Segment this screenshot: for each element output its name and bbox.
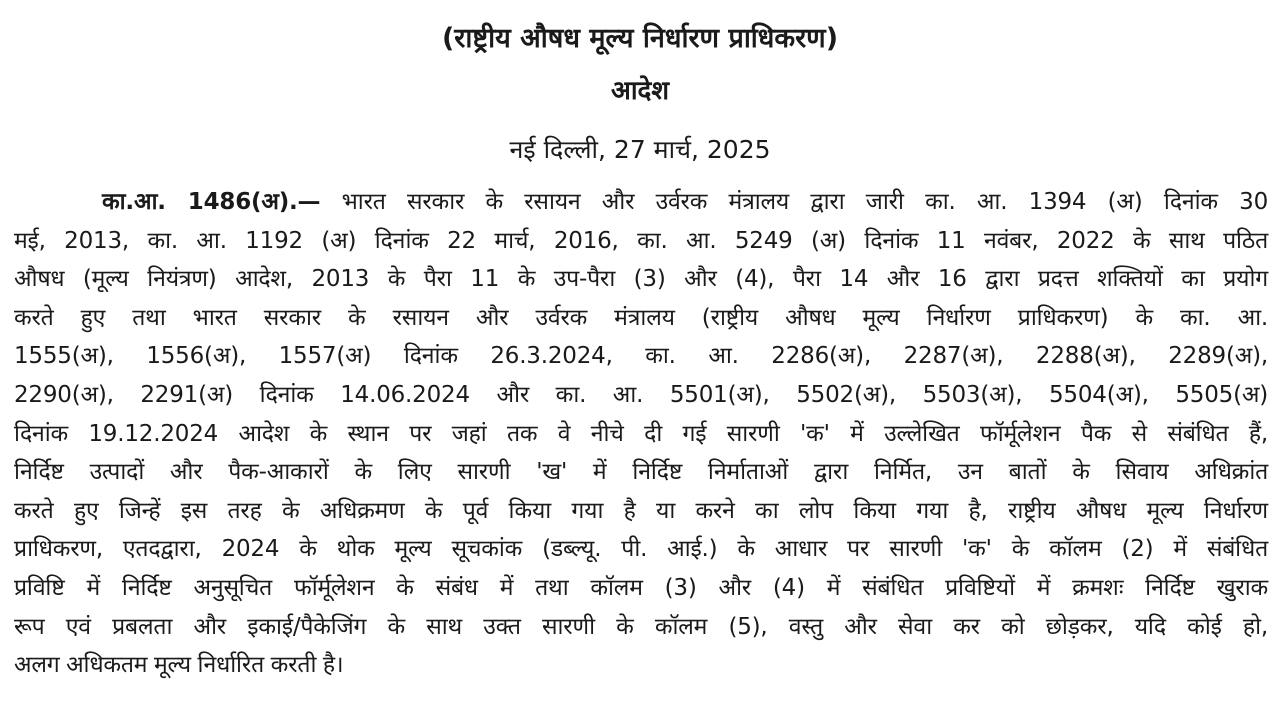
body-line-11: प्रविष्टि में निर्दिष्ट अनुसूचित फॉर्मूलेशन के संबंध में तथा कॉलम (3) और (4) में संबंधित प्रविष्टियों में क्रमशः निर्दिष्ट खुराक xyxy=(14,574,1268,601)
body-line-13: अलग अधिकतम मूल्य निर्धारित करती है। xyxy=(14,652,344,679)
order-reference-number: का.आ. 1486(अ).— xyxy=(102,189,321,215)
body-line-1 xyxy=(14,183,1268,222)
body-line-12: रूप एवं प्रबलता और इकाई/पैकेजिंग के साथ उक्त सारणी के कॉलम (5), वस्तु और सेवा कर को छोड़कर, यदि कोई हो, xyxy=(14,613,1268,640)
order-body xyxy=(14,183,1268,685)
body-line-4: करते हुए तथा भारत सरकार के रसायन और उर्वरक मंत्रालय (राष्ट्रीय औषध मूल्य निर्धारण प्राधिकरण) के का. आ. xyxy=(14,304,1268,331)
body-line-3: औषध (मूल्य नियंत्रण) आदेश, 2013 के पैरा 11 के उप-पैरा (3) और (4), पैरा 14 और 16 द्वारा प्रदत्त शक्तियों का प्रयोग xyxy=(14,266,1268,293)
body-line-5: 1555(अ), 1556(अ), 1557(अ) दिनांक 26.3.2024, का. आ. 2286(अ), 2287(अ), 2288(अ), 2289(अ), xyxy=(14,343,1268,370)
order-title: आदेश xyxy=(610,76,670,106)
body-line-1-text: भारत सरकार के रसायन और उर्वरक मंत्रालय द्वारा जारी का. आ. 1394 (अ) दिनांक 30 xyxy=(320,189,1268,215)
authority-heading: (राष्ट्रीय औषध मूल्य निर्धारण प्राधिकरण) xyxy=(441,23,839,54)
dateline: नई दिल्ली, 27 मार्च, 2025 xyxy=(509,135,771,164)
body-line-9: करते हुए जिन्हें इस तरह के अधिक्रमण के पूर्व किया गया है या करने का लोप किया गया है, राष्ट्रीय औषध मूल्य निर्धारण xyxy=(14,497,1268,524)
body-line-10: प्राधिकरण, एतदद्वारा, 2024 के थोक मूल्य सूचकांक (डब्ल्यू. पी. आई.) के आधार पर सारणी 'क' के कॉलम (2) में संबंधित xyxy=(14,536,1268,563)
body-line-2: मई, 2013, का. आ. 1192 (अ) दिनांक 22 मार्च, 2016, का. आ. 5249 (अ) दिनांक 11 नवंबर, 2022 के साथ पठित xyxy=(14,227,1268,254)
body-line-8: निर्दिष्ट उत्पादों और पैक-आकारों के लिए सारणी 'ख' में निर्दिष्ट निर्माताओं द्वारा निर्मित, उन बातों के सिवाय अधिक्रांत xyxy=(14,459,1268,486)
body-line-6: 2290(अ), 2291(अ) दिनांक 14.06.2024 और का. आ. 5501(अ), 5502(अ), 5503(अ), 5504(अ), 5505(अ) xyxy=(14,381,1268,408)
body-line-7: दिनांक 19.12.2024 आदेश के स्थान पर जहां तक वे नीचे दी गई सारणी 'क' में उल्लेखित फॉर्मूलेशन पैक से संबंधित हैं, xyxy=(14,420,1268,447)
